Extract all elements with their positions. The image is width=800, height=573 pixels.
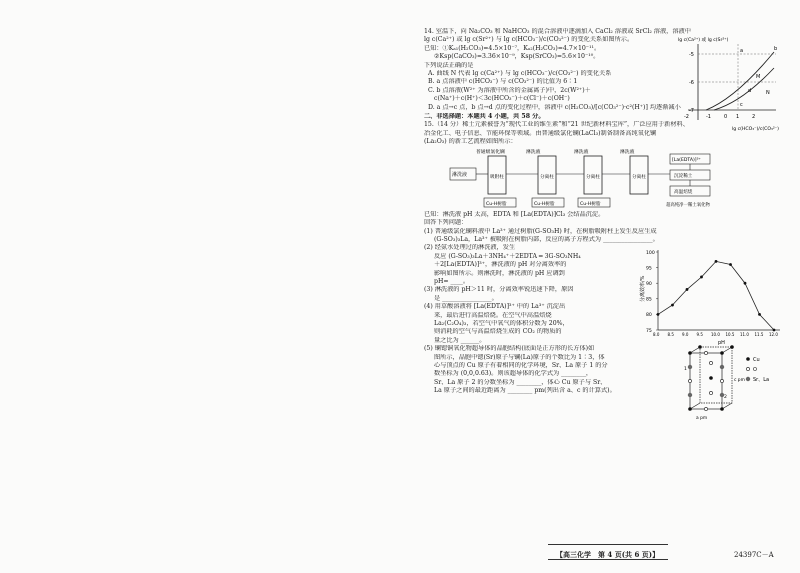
flow-top1: 普通级氯化镧 — [476, 149, 505, 155]
ph-chart-xtick: 11.0 — [740, 332, 749, 338]
q14-known-2: ②Ksp(CaCO₃)=3.36×10⁻⁹，Ksp(SrCO₃)=5.6×10⁻¹⁰。 — [434, 53, 600, 61]
q14-point-b: b — [774, 46, 778, 52]
q14-point-a: a — [740, 48, 744, 54]
crystal-cell-figure — [676, 343, 782, 425]
question-14 — [424, 28, 782, 112]
flow-r3: 高温焙烧 — [674, 189, 693, 195]
ph-chart-xtick: 9.5 — [696, 332, 703, 338]
q14-curve-N: N — [766, 90, 770, 96]
q15-part-2c: ＋2[La(EDTA)]³⁺，淋洗液的 pH 对分离效率的 — [434, 261, 567, 269]
flow-col4: 分离柱 — [632, 174, 646, 180]
flow-col3: 分离柱 — [586, 174, 600, 180]
flow-r4: 超高纯净一稀土氧化物 — [666, 202, 710, 208]
ph-chart-point — [715, 260, 718, 263]
q15-stem-1: 15.（14 分）稀土元素被誉为“现代工业的维生素”和“21 世纪新材料宝库”，广泛应用于新材料、 — [424, 121, 689, 129]
q14-option-b: B. a 点溶液中 c(HCO₃⁻) 与 c(CO₃²⁻) 的比值为 6∶1 — [428, 78, 578, 86]
footer-code: 24397C－A — [734, 551, 774, 559]
q14-stem-1: 14. 室温下，向 Na₂CO₃ 和 NaHCO₃ 的混合溶液中逐滴加入 CaCl₂ 溶液或 SrCl₂ 溶液，溶液中 — [424, 28, 691, 35]
q14-option-c2: c(Na⁺)＋c(H⁺)＜3c(HCO₃⁻)＋c(Cl⁻)＋c(OH⁻) — [434, 95, 570, 103]
ph-chart-series-line — [658, 262, 774, 331]
q15-part-2e: pH= ____。 — [434, 277, 470, 285]
q15-part-5a: (5) 镧锶铜氧化物超导体的晶胞结构(底面是正方形的长方体)如 — [424, 345, 595, 353]
q14-xtick-2: -1 — [706, 114, 711, 120]
ph-chart-point — [758, 313, 761, 316]
q14-prompt: 下列说法正确的是 — [424, 61, 474, 69]
q15-note-2: 回答下列问题： — [424, 219, 468, 227]
q15-flowchart — [444, 148, 774, 210]
flow-bot2: Cu-H树脂 — [534, 201, 555, 207]
crystal-legend-srla: Sr、La — [753, 377, 770, 384]
q15-part-5b: 图所示，晶胞中锶(Sr)原子与镧(La)原子的个数比为 1∶3，体 — [434, 353, 605, 361]
q14-xtick-5: 2 — [752, 114, 756, 120]
flow-top4: 淋洗液 — [620, 149, 635, 155]
flow-r2: 沉淀稀土 — [674, 173, 693, 179]
ph-chart-ytick: 100 — [646, 251, 655, 257]
q15-part-3a: (3) 淋洗液的 pH＞11 时，分离效率锐迅速下降，原因 — [424, 286, 574, 294]
crystal-legend-cu: Cu — [753, 357, 760, 364]
ph-chart-point — [686, 288, 689, 291]
flow-bot3: Cu-H树脂 — [580, 201, 601, 207]
q15-part-4b: 来，最后进行高温焙烧。在空气中高温焙烧 — [434, 311, 552, 319]
exam-content — [424, 28, 782, 422]
ph-chart-ylabel: 分离效率/% — [640, 275, 646, 303]
flow-bot1: Cu-H树脂 — [486, 201, 507, 207]
q14-xtick-4: 1 — [736, 114, 740, 120]
q14-xtick-1: -2 — [684, 114, 689, 120]
q14-option-d: D. a 点→c 点，b 点→d 点的变化过程中，溶液中 c(H₂CO₃)/[c(CO₃²⁻)·c²(H⁺)] 均逐渐减小 — [428, 103, 681, 111]
flow-top2: 淋洗液 — [526, 149, 541, 155]
ph-efficiency-chart — [634, 244, 784, 346]
flow-top3: 淋洗液 — [574, 149, 589, 155]
q15-part-2-4-block — [424, 244, 782, 345]
crystal-legend-o: O — [753, 367, 757, 374]
q15-note-1: 已知：淋洗液 pH 太高，EDTA 和 [La(EDTA)]Cl₃ 会结晶沉淀。 — [424, 210, 605, 218]
q14-point-c: c — [740, 102, 743, 108]
q15-part-5-block — [424, 345, 782, 422]
ph-chart-xtick: 10.5 — [725, 332, 735, 338]
q15-part-1a: (1) 普通级氯化镧料液中 La³⁺ 通过树脂(G-SO₃H) 时，在树脂吸附柱上发生反应生成 — [424, 227, 657, 235]
q14-point-d: d — [748, 88, 752, 94]
flow-col2: 分离柱 — [540, 174, 554, 180]
ph-chart-xtick: 12.0 — [769, 332, 778, 338]
ph-chart-point — [773, 329, 776, 332]
crystal-atom-2-label: 2 — [724, 395, 727, 401]
ph-chart-point — [671, 304, 674, 307]
crystal-atom-1-label: 1 — [684, 367, 687, 373]
q14-ytick-2: -6 — [689, 80, 694, 86]
question-15 — [424, 121, 782, 422]
q14-ytick-1: -5 — [689, 52, 694, 58]
q15-part-2a: (2) 经氨水处理过的淋洗液，发生 — [424, 244, 516, 252]
ph-chart-point — [729, 263, 732, 266]
ph-chart-ytick: 95 — [646, 266, 652, 272]
ph-chart-xtick: 8.0 — [653, 332, 660, 338]
q15-part-5f: La 原子之间的最近距离为 ________ pm(列出含 a、c 的计算式)。 — [434, 387, 616, 395]
q15-stem-3: (La₂O₃) 的新工艺流程如图所示： — [424, 138, 517, 146]
q15-part-5c: 心与顶点的 Cu 原子有着相同的化学环境，Sr、La 原子 1 的分 — [434, 362, 608, 369]
q15-part-2d: 影响如图所示。则淋洗时，淋洗液的 pH 应调到 — [434, 269, 565, 277]
ph-chart-xlabel: pH — [718, 340, 725, 347]
ph-chart-ytick: 75 — [646, 329, 652, 335]
q15-part-4a: (4) 用草酸溶液将 [La(EDTA)]³⁺ 中的 La³⁺ 沉淀出 — [424, 303, 566, 311]
q15-part-4d: 则消耗的空气与高温焙烧生成的 CO₂ 的物质的 — [434, 328, 562, 336]
ph-chart-point — [700, 276, 703, 279]
ph-chart-xtick: 10.0 — [711, 332, 720, 338]
ph-chart-ytick: 85 — [646, 297, 652, 303]
q15-part-4c: La₂(C₂O₄)₃，若空气中氧气的体积分数为 20%， — [434, 319, 569, 327]
q15-part-5e: Sr、La 原子 2 的分数坐标为 ________，体心 Cu 原子与 Sr、 — [434, 378, 607, 386]
crystal-dim-c: c pm — [734, 378, 745, 384]
flow-left-label: 淋洗液 — [452, 171, 468, 178]
crystal-dim-a: a pm — [696, 416, 708, 422]
q14-graph-xlabel: lg c(HCO₃⁻)/c(CO₃²⁻) — [732, 127, 779, 132]
q15-part-1b: (G-SO₃)₃La，La³⁺ 被吸附在树脂内部，反应的离子方程式为 ________________。 — [434, 235, 659, 243]
ph-chart-point — [744, 282, 747, 285]
ph-chart-ytick: 90 — [646, 282, 652, 288]
footer-page-label: 【高三化学 第 4 页(共 6 页)】 — [556, 550, 660, 559]
q14-ytick-3: -7 — [689, 108, 694, 114]
ph-chart-xtick: 11.5 — [754, 332, 764, 338]
ph-chart-ytick: 80 — [646, 313, 652, 319]
ph-chart-point — [657, 313, 660, 316]
q15-part-3b: 是 ________________。 — [434, 294, 498, 302]
q14-stem-2: lg c(Ca²⁺) 或 lg c(Sr²⁺) 与 lg c(HCO₃⁻)/c(CO₃²⁻) 的变化关系如图所示。 — [424, 36, 634, 44]
q14-option-c1: C. b 点溶液(W²⁺ 为溶液中所含的金属离子)中，2c(W²⁺)＋ — [428, 86, 591, 94]
ph-chart-xtick: 8.5 — [667, 332, 674, 338]
q15-part-4e: 量之比为 ______。 — [434, 336, 486, 344]
q14-known-1: 已知：①Kₐ₁(H₂CO₃)=4.5×10⁻⁷，Kₐ₂(H₂CO₃)=4.7×10⁻¹¹。 — [424, 44, 601, 52]
q15-part-5d: 数坐标为 (0,0,0.63)。则该超导体的化学式为 ________， — [434, 370, 593, 378]
flow-r1: [La(EDTA)]³⁺ — [672, 157, 701, 163]
q14-curve-M: M — [756, 74, 761, 80]
q14-xtick-3: 0 — [724, 114, 728, 120]
q14-option-a: A. 曲线 N 代表 lg c(Ca²⁺) 与 lg c(HCO₃⁻)/c(CO₃²⁻) 的变化关系 — [428, 70, 612, 78]
q15-part-2b: 反应 (G-SO₃)₃La＋3NH₄⁺＋2EDTA ═ 3G-SO₃NH₄ — [434, 252, 581, 260]
q14-graph-ylabel: lg c(Ca²⁺) 或 lg c(Sr²⁺) — [678, 38, 729, 43]
q15-stem-2: 冶金化工、电子信息、节能环保等领域。由普通级氯化镧(LaCl₃)制备制备高纯氧化镧 — [424, 129, 657, 137]
ph-chart-xtick: 9.0 — [682, 332, 689, 338]
section-2-heading: 二、非选择题：本题共 4 小题，共 58 分。 — [424, 113, 545, 121]
flow-col1: 吸附柱 — [490, 174, 504, 180]
